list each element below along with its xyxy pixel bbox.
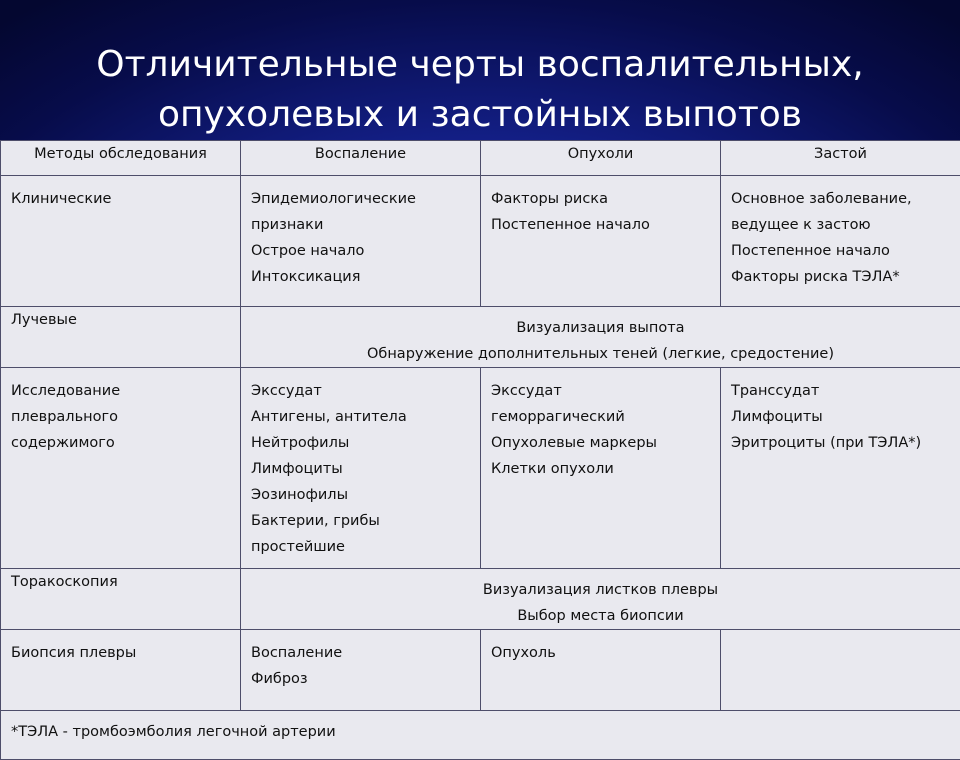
cell-line: Постепенное начало <box>731 238 950 264</box>
row-radiology <box>1 307 960 368</box>
cell-line: Экссудат <box>491 378 710 404</box>
cell-line: Лимфоциты <box>731 404 950 430</box>
header-inflammation: Воспаление <box>241 141 481 176</box>
cell-line: Факторы риска ТЭЛА* <box>731 264 950 290</box>
cell-line: Лимфоциты <box>251 456 470 482</box>
cell-line: простейшие <box>251 534 470 560</box>
cell-line: содержимого <box>11 430 230 456</box>
cell-clinical-inflammation <box>241 176 481 307</box>
cell-biopsy-stasis <box>721 630 960 711</box>
cell-radiology-merged <box>241 307 960 368</box>
cell-line: признаки <box>251 212 470 238</box>
cell-line: Опухоль <box>491 640 710 666</box>
title-line-1: Отличительные черты воспалительных, <box>0 40 960 90</box>
cell-line: Транссудат <box>731 378 950 404</box>
cell-biopsy-method <box>1 630 241 711</box>
cell-line: Выбор места биопсии <box>251 603 950 629</box>
method-label: Торакоскопия <box>11 569 230 595</box>
cell-line: Острое начало <box>251 238 470 264</box>
table-header-row <box>1 141 960 176</box>
cell-line: Эритроциты (при ТЭЛА*) <box>731 430 950 456</box>
cell-line: Клетки опухоли <box>491 456 710 482</box>
row-pleural-content <box>1 368 960 569</box>
cell-line: Эозинофилы <box>251 482 470 508</box>
cell-pleural-stasis <box>721 368 960 569</box>
slide-title <box>0 40 960 140</box>
cell-clinical-tumors <box>481 176 721 307</box>
cell-clinical-method <box>1 176 241 307</box>
cell-pleural-inflammation <box>241 368 481 569</box>
row-clinical <box>1 176 960 307</box>
footnote <box>1 711 960 760</box>
cell-line: Эпидемиологические <box>251 186 470 212</box>
header-stasis: Застой <box>721 141 960 176</box>
cell-line: Интоксикация <box>251 264 470 290</box>
footnote-text: *ТЭЛА - тромбоэмболия легочной артерии <box>11 719 950 745</box>
cell-thoracoscopy-merged <box>241 569 960 630</box>
row-footnote <box>1 711 960 760</box>
header-tumors: Опухоли <box>481 141 721 176</box>
cell-line: Визуализация листков плевры <box>251 577 950 603</box>
cell-line: Бактерии, грибы <box>251 508 470 534</box>
comparison-table <box>0 140 960 760</box>
method-label: Биопсия плевры <box>11 640 230 666</box>
cell-line: Воспаление <box>251 640 470 666</box>
cell-line: Нейтрофилы <box>251 430 470 456</box>
cell-clinical-stasis <box>721 176 960 307</box>
header-methods: Методы обследования <box>1 141 241 176</box>
cell-biopsy-tumors <box>481 630 721 711</box>
row-biopsy <box>1 630 960 711</box>
cell-line: геморрагический <box>491 404 710 430</box>
cell-line: Фиброз <box>251 666 470 692</box>
cell-line: ведущее к застою <box>731 212 950 238</box>
cell-thoracoscopy-method <box>1 569 241 630</box>
method-label: Клинические <box>11 186 230 212</box>
cell-line: Факторы риска <box>491 186 710 212</box>
cell-line: Опухолевые маркеры <box>491 430 710 456</box>
cell-line: Обнаружение дополнительных теней (легкие, средостение) <box>251 341 950 367</box>
cell-line: Визуализация выпота <box>251 315 950 341</box>
cell-pleural-tumors <box>481 368 721 569</box>
title-line-2: опухолевых и застойных выпотов <box>0 90 960 140</box>
cell-line: Основное заболевание, <box>731 186 950 212</box>
cell-line: Экссудат <box>251 378 470 404</box>
cell-line: плеврального <box>11 404 230 430</box>
cell-line: Исследование <box>11 378 230 404</box>
cell-pleural-method <box>1 368 241 569</box>
row-thoracoscopy <box>1 569 960 630</box>
cell-line: Постепенное начало <box>491 212 710 238</box>
cell-radiology-method <box>1 307 241 368</box>
cell-line: Антигены, антитела <box>251 404 470 430</box>
cell-biopsy-inflammation <box>241 630 481 711</box>
method-label: Лучевые <box>11 307 230 333</box>
